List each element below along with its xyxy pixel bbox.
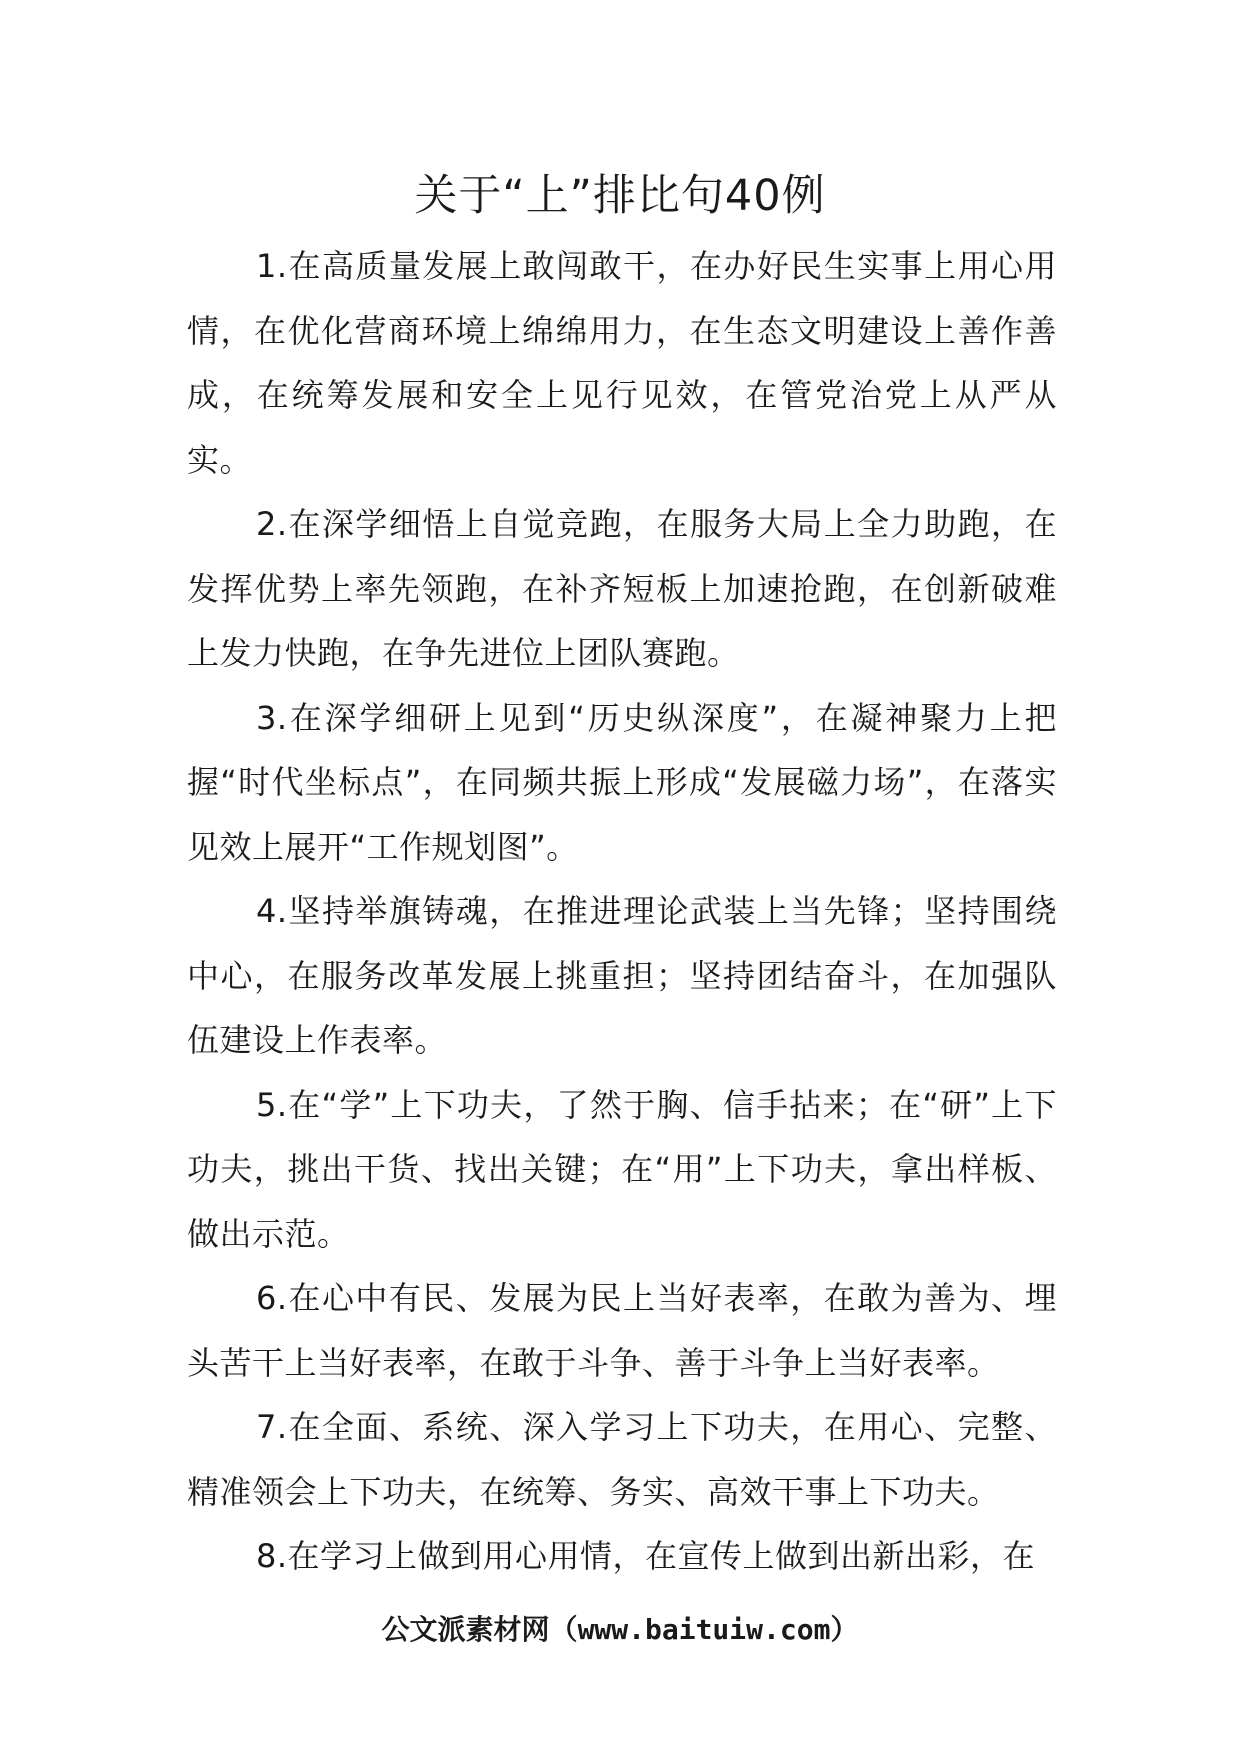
document-body [187, 234, 1057, 1589]
paragraph-7: 7.在全面、系统、深入学习上下功夫，在用心、完整、精准领会上下功夫，在统筹、务实、高效干事上下功夫。 [187, 1408, 1057, 1511]
paragraph-2: 2.在深学细悟上自觉竞跑，在服务大局上全力助跑，在发挥优势上率先领跑，在补齐短板上加速抢跑，在创新破难上发力快跑，在争先进位上团队赛跑。 [187, 505, 1057, 672]
paragraph-6: 6.在心中有民、发展为民上当好表率，在敢为善为、埋头苦干上当好表率，在敢于斗争、善于斗争上当好表率。 [187, 1279, 1057, 1382]
footer-paren-close: ） [830, 1613, 859, 1646]
footer-paren-open: （ [549, 1613, 578, 1646]
paragraph-3: 3.在深学细研上见到“历史纵深度”，在凝神聚力上把握“时代坐标点”，在同频共振上形成“发展磁力场”，在落实见效上展开“工作规划图”。 [187, 698, 1057, 866]
paragraph-8: 8.在学习上做到用心用情，在宣传上做到出新出彩，在 [256, 1537, 1036, 1575]
paragraph-5: 5.在“学”上下功夫，了然于胸、信手拈来；在“研”上下功夫，挑出干货、找出关键；在“用”上下功夫，拿出样板、做出示范。 [187, 1085, 1057, 1253]
footer-site-name: 公文派素材网 [381, 1613, 550, 1646]
document-title: 关于“上”排比句40例 [414, 171, 826, 221]
footer-url: www.baituiw.com [577, 1613, 831, 1646]
footer-watermark [0, 1610, 1240, 1650]
paragraph-4: 4.坚持举旗铸魂，在推进理论武装上当先锋；坚持围绕中心，在服务改革发展上挑重担；坚持团结奋斗，在加强队伍建设上作表率。 [187, 892, 1057, 1059]
paragraph-1: 1.在高质量发展上敢闯敢干，在办好民生实事上用心用情，在优化营商环境上绵绵用力，在生态文明建设上善作善成，在统筹发展和安全上见行见效，在管党治党上从严从实。 [187, 247, 1057, 479]
